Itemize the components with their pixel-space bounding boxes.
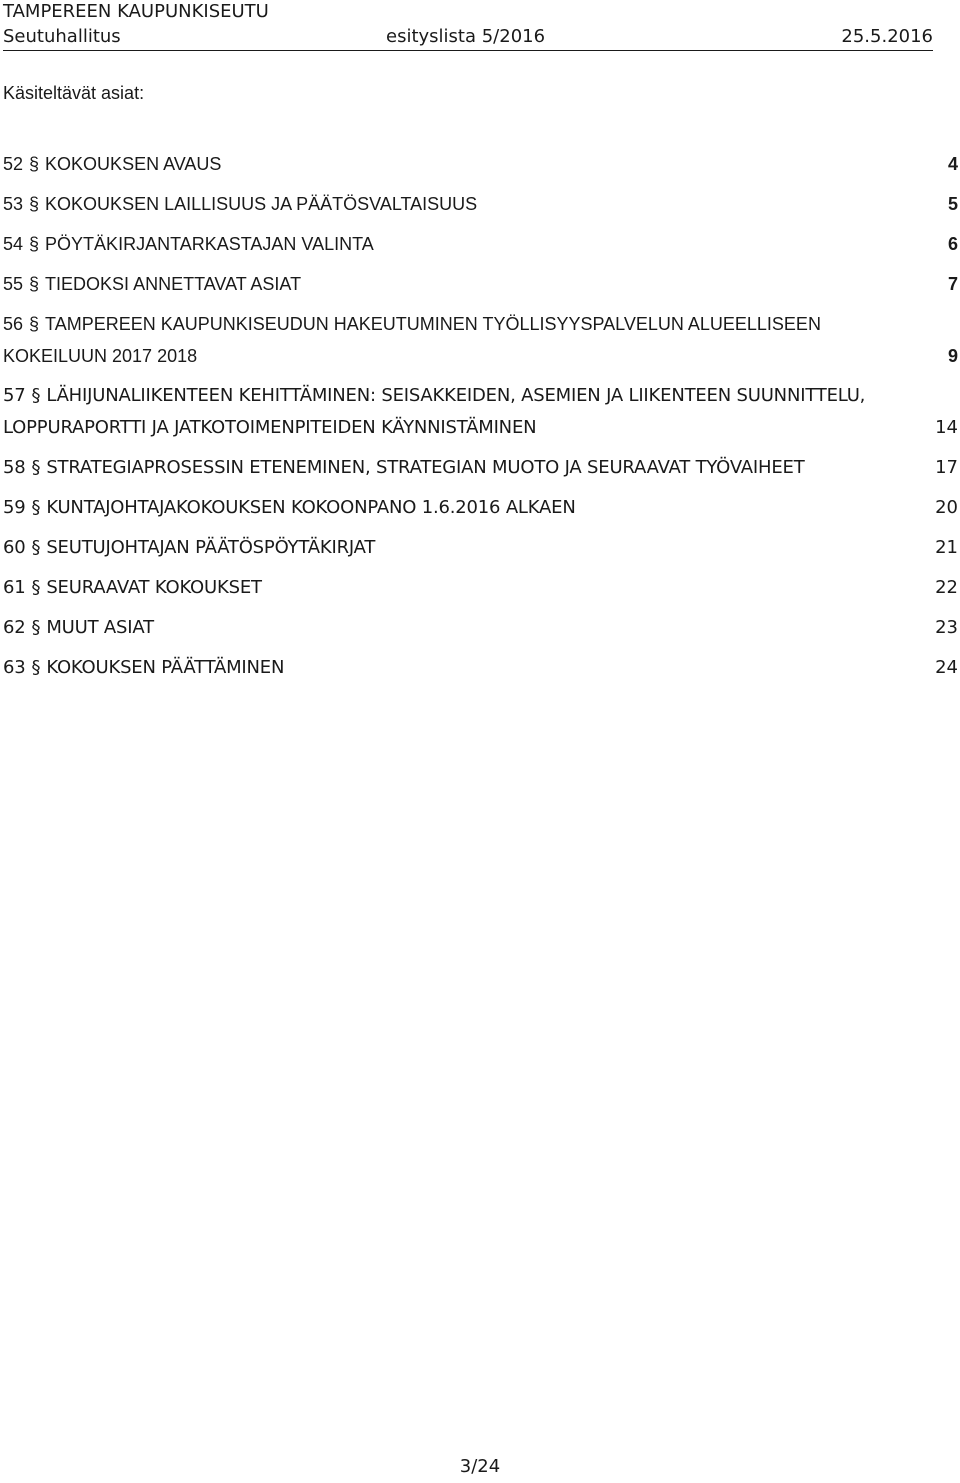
section-number: 55 bbox=[3, 274, 24, 294]
page-reference: 21 bbox=[935, 537, 958, 558]
toc-item[interactable] bbox=[3, 380, 958, 444]
toc-item[interactable] bbox=[3, 612, 958, 644]
section-title: KOKOUKSEN LAILLISUUS JA PÄÄTÖSVALTAISUUS bbox=[45, 194, 478, 214]
page-reference: 24 bbox=[935, 657, 958, 678]
section-number: 56 bbox=[3, 314, 24, 334]
page-reference: 6 bbox=[947, 234, 958, 254]
toc-item[interactable] bbox=[3, 308, 958, 372]
meeting-date: 25.5.2016 bbox=[841, 26, 933, 47]
section-title: KOKOUKSEN PÄÄTTÄMINEN bbox=[46, 657, 285, 678]
section-number: 57 bbox=[3, 385, 26, 406]
section-number: 63 bbox=[3, 657, 26, 678]
table-of-contents bbox=[3, 148, 958, 692]
section-number: 60 bbox=[3, 537, 26, 558]
section-symbol: § bbox=[31, 385, 41, 406]
toc-item-title-line bbox=[3, 652, 908, 684]
toc-item[interactable] bbox=[3, 148, 958, 180]
toc-item-title-line bbox=[3, 228, 908, 260]
section-symbol: § bbox=[29, 154, 40, 174]
toc-item[interactable] bbox=[3, 228, 958, 260]
section-symbol: § bbox=[31, 537, 41, 558]
page-reference: 9 bbox=[947, 346, 958, 366]
toc-item[interactable] bbox=[3, 452, 958, 484]
organization-name: TAMPEREEN KAUPUNKISEUTU bbox=[3, 1, 269, 22]
section-symbol: § bbox=[29, 234, 40, 254]
section-symbol: § bbox=[31, 497, 41, 518]
toc-item[interactable] bbox=[3, 268, 958, 300]
header-meta-row bbox=[3, 24, 933, 50]
toc-item[interactable] bbox=[3, 188, 958, 220]
section-number: 61 bbox=[3, 577, 26, 598]
toc-item[interactable] bbox=[3, 532, 958, 564]
section-number: 54 bbox=[3, 234, 24, 254]
toc-item-title-line bbox=[3, 148, 908, 180]
toc-item[interactable] bbox=[3, 492, 958, 524]
toc-item-title-line bbox=[3, 188, 908, 220]
section-title: LÄHIJUNALIIKENTEEN KEHITTÄMINEN: SEISAKKEIDEN, ASEMIEN JA LIIKENTEEN SUUNNITTELU, LOPPURAPORTTI JA JATKOTOIMENPITEIDEN KÄYNNISTÄMINEN bbox=[3, 385, 866, 438]
section-title: SEUTUJOHTAJAN PÄÄTÖSPÖYTÄKIRJAT bbox=[46, 537, 376, 558]
page-reference: 4 bbox=[947, 154, 958, 174]
page-footer bbox=[0, 1456, 960, 1477]
section-number: 53 bbox=[3, 194, 24, 214]
section-symbol: § bbox=[31, 657, 41, 678]
section-symbol: § bbox=[29, 274, 40, 294]
section-symbol: § bbox=[31, 577, 41, 598]
section-title: STRATEGIAPROSESSIN ETENEMINEN, STRATEGIAN MUOTO JA SEURAAVAT TYÖVAIHEET bbox=[46, 457, 805, 478]
section-number: 58 bbox=[3, 457, 26, 478]
page-reference: 17 bbox=[935, 457, 958, 478]
section-title: PÖYTÄKIRJANTARKASTAJAN VALINTA bbox=[45, 234, 374, 254]
section-title: TIEDOKSI ANNETTAVAT ASIAT bbox=[45, 274, 302, 294]
section-number: 52 bbox=[3, 154, 24, 174]
section-title: KUNTAJOHTAJAKOKOUKSEN KOKOONPANO 1.6.2016 ALKAEN bbox=[46, 497, 576, 518]
toc-item[interactable] bbox=[3, 652, 958, 684]
section-number: 62 bbox=[3, 617, 26, 638]
section-title: MUUT ASIAT bbox=[46, 617, 154, 638]
page-reference: 7 bbox=[947, 274, 958, 294]
page-reference: 22 bbox=[935, 577, 958, 598]
agenda-intro: Käsiteltävät asiat: bbox=[3, 83, 145, 103]
page-reference: 14 bbox=[935, 417, 958, 438]
section-symbol: § bbox=[31, 617, 41, 638]
page-reference: 20 bbox=[935, 497, 958, 518]
toc-item[interactable] bbox=[3, 572, 958, 604]
section-symbol: § bbox=[29, 194, 40, 214]
toc-item-title-line bbox=[3, 532, 908, 564]
page-number: 3/24 bbox=[459, 1456, 501, 1477]
section-number: 59 bbox=[3, 497, 26, 518]
section-title: TAMPEREEN KAUPUNKISEUDUN HAKEUTUMINEN TYÖLLISYYSPALVELUN ALUEELLISEEN KOKEILUUN 2017 2018 bbox=[3, 314, 821, 366]
section-symbol: § bbox=[29, 314, 40, 334]
document-header bbox=[3, 0, 933, 51]
page-reference: 5 bbox=[947, 194, 958, 214]
toc-item-title-line bbox=[3, 452, 908, 484]
toc-item-title-line bbox=[3, 612, 908, 644]
document-id: esityslista 5/2016 bbox=[386, 26, 546, 47]
governing-body: Seutuhallitus bbox=[3, 26, 121, 47]
toc-item-title-line bbox=[3, 380, 908, 444]
toc-item-title-line bbox=[3, 572, 908, 604]
toc-item-title-line bbox=[3, 268, 908, 300]
toc-item-title-line bbox=[3, 308, 908, 372]
toc-item-title-line bbox=[3, 492, 908, 524]
page-reference: 23 bbox=[935, 617, 958, 638]
section-title: SEURAAVAT KOKOUKSET bbox=[46, 577, 262, 598]
section-symbol: § bbox=[31, 457, 41, 478]
section-title: KOKOUKSEN AVAUS bbox=[45, 154, 222, 174]
